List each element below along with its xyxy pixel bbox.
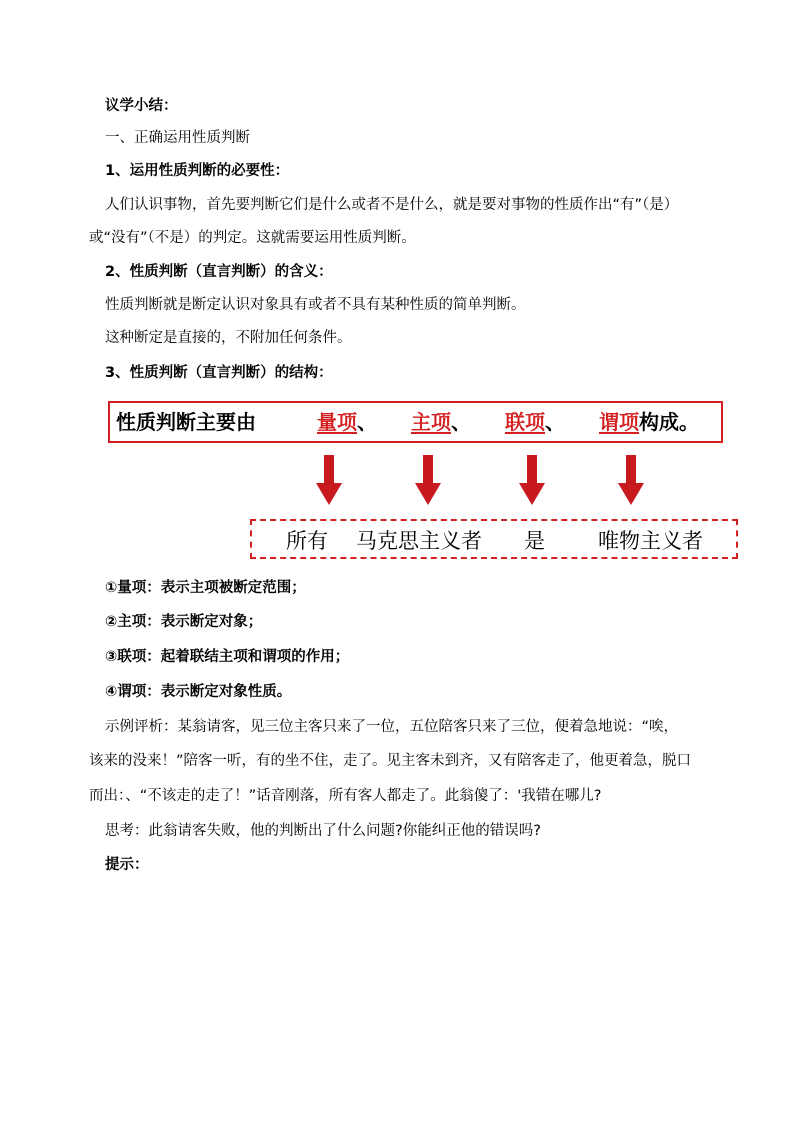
item1-title: 1、运用性质判断的必要性： [105,163,290,179]
term-subject-label: 主项 [411,410,451,434]
hint-label: 提示： [105,857,149,873]
item1-text-line2: 或“没有”（不是）的判定。这就需要运用性质判断。 [89,230,416,246]
heading: 议学小结： [105,98,178,114]
term-quantifier [317,403,377,441]
term-predicate-label: 谓项 [599,410,639,434]
example-subject: 马克思主义者 [356,529,482,553]
arrow-down-icon [415,455,441,505]
arrow-down-icon [618,455,644,505]
section-title: 一、正确运用性质判断 [105,130,250,146]
definition-item: ②主项：表示断定对象； [105,614,263,630]
structure-tail: 构成。 [639,410,699,434]
separator: 、 [357,410,377,434]
definition-item: ①量项：表示主项被断定范围； [105,580,306,596]
item2-text-line2: 这种断定是直接的，不附加任何条件。 [105,330,352,346]
item1-text-line1: 人们认识事物，首先要判断它们是什么或者不是什么，就是要对事物的性质作出“有”（是） [105,197,679,213]
arrow-down-icon [519,455,545,505]
separator: 、 [545,410,565,434]
example-box [250,519,738,559]
example-text-line1: 示例评析：某翁请客，见三位主客只来了一位，五位陪客只来了三位，便着急地说：“唉， [105,719,679,735]
definition-item: ④谓项：表示断定对象性质。 [105,684,292,700]
example-copula: 是 [524,529,545,553]
arrow-down-icon [316,455,342,505]
item3-title: 3、性质判断（直言判断）的结构： [105,365,333,381]
definition-item: ③联项：起着联结主项和谓项的作用； [105,649,350,665]
example-quantifier: 所有 [286,529,328,553]
example-predicate: 唯物主义者 [598,529,703,553]
structure-box [108,401,723,443]
term-copula [505,403,565,441]
example-text-line2: 该来的没来！”陪客一听，有的坐不住，走了。见主客未到齐，又有陪客走了，他更着急，脱口 [89,753,692,769]
item2-title: 2、性质判断（直言判断）的含义： [105,264,333,280]
term-copula-label: 联项 [505,410,545,434]
term-subject [411,403,471,441]
structure-lead: 性质判断主要由 [116,410,256,434]
think-question: 思考：此翁请客失败，他的判断出了什么问题?你能纠正他的错误吗? [105,823,541,839]
term-quantifier-label: 量项 [317,410,357,434]
example-text-line3: 而出：、“不该走的走了！”话音刚落，所有客人都走了。此翁傻了：'我错在哪儿? [89,788,602,804]
term-predicate [599,403,699,441]
item2-text-line1: 性质判断就是断定认识对象具有或者不具有某种性质的简单判断。 [105,297,526,313]
separator: 、 [451,410,471,434]
